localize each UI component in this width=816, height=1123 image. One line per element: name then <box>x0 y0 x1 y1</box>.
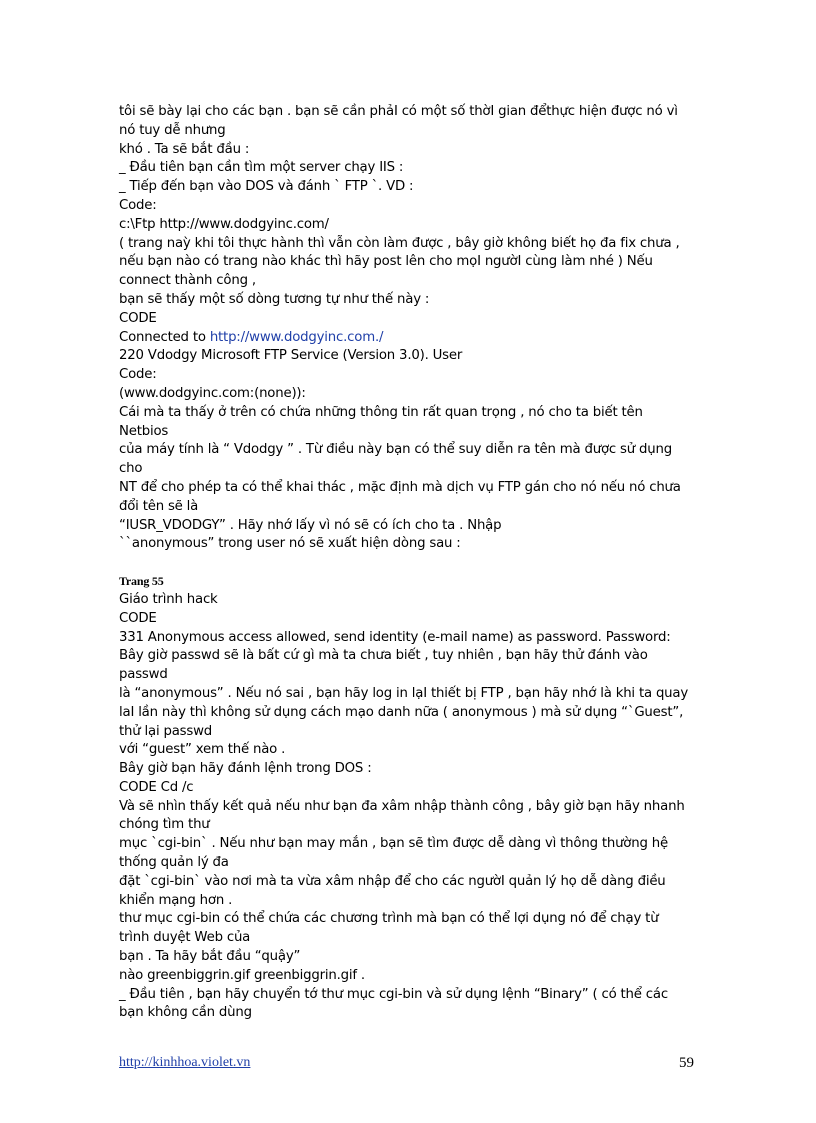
text-line: với “guest” xem thế nào . <box>119 742 286 758</box>
text-line: bạn sẽ thấy một số dòng tương tự như thế này : <box>119 291 430 307</box>
text-block-intro <box>119 103 704 329</box>
text-line: chóng tìm thư <box>119 817 210 833</box>
text-block-login <box>119 591 704 1023</box>
text-line: CODE Cd /c <box>119 779 194 795</box>
text-line: là “anonymous” . Nếu nó sai , bạn hãy log in lạI thiết bị FTP , bạn hãy nhớ là khi ta quay <box>119 685 689 701</box>
text-line: của máy tính là “ Vdodgy ” . Từ điều này bạn có thể suy diễn ra tên mà được sử dụng <box>119 442 672 458</box>
text-line: Code: <box>119 197 157 213</box>
text-line: nó tuy dễ nhưng <box>119 122 226 138</box>
page-number: 59 <box>679 1055 694 1071</box>
document-body <box>119 103 704 1023</box>
text-line: (www.dodgyinc.com:(none)): <box>119 385 306 401</box>
text-line: tôi sẽ bày lại cho các bạn . bạn sẽ cần phảI có một số thờI gian đểthực hiện được nó vì <box>119 104 678 119</box>
text-line: connect thành công , <box>119 273 256 289</box>
text-line: _ Đầu tiên , bạn hãy chuyển tớ thư mục cgi-bin và sử dụng lệnh “Binary” ( có thể các <box>119 986 668 1002</box>
text-line: ( trang naỳ khi tôi thực hành thì vẫn còn làm được , bây giờ không biết họ đa fix chưa , <box>119 235 680 251</box>
page-heading: Trang 55 <box>119 574 164 589</box>
text-line: 331 Anonymous access allowed, send identity (e-mail name) as password. Password: <box>119 629 671 645</box>
text-line: passwd <box>119 667 168 683</box>
text-line: Code: <box>119 367 157 383</box>
text-line: Netbios <box>119 423 169 439</box>
text-line: cho <box>119 461 143 477</box>
text-line: NT để cho phép ta có thể khai thác , mặc định mà dịch vụ FTP gán cho nó nếu nó chưa <box>119 479 681 495</box>
text-line: đổi tên sẽ là <box>119 498 199 514</box>
text-line: ``anonymous” trong user nó sẽ xuất hiện dòng sau : <box>119 536 461 552</box>
text-line: CODE <box>119 310 157 326</box>
connected-link[interactable]: http://www.dodgyinc.com./ <box>209 329 384 345</box>
text-block-netbios <box>119 347 704 554</box>
text-line: Và sẽ nhìn thấy kết quả nếu như bạn đa xâm nhập thành công , bây giờ bạn hãy nhanh <box>119 798 685 814</box>
text-line: Giáo trình hack <box>119 591 218 607</box>
text-line: thống quản lý đa <box>119 855 229 871</box>
text-line: nếu bạn nào có trang nào khác thì hãy post lên cho mọI ngườI cùng làm nhé ) Nếu <box>119 254 653 270</box>
text-line: c:\Ftp http://www.dodgyinc.com/ <box>119 216 329 232</box>
text-line: thư mục cgi-bin có thể chứa các chương trình mà bạn có thể lợi dụng nó để chạy từ <box>119 911 659 927</box>
text-line: đặt `cgi-bin` vào nơi mà ta vừa xâm nhập để cho các ngườI quản lý họ dễ dàng điều <box>119 873 666 889</box>
text-line: bạn . Ta hãy bắt đầu “quậy” <box>119 949 301 965</box>
text-line: CODE <box>119 610 157 626</box>
text-line: thử lại passwd <box>119 723 213 739</box>
text-line: khó . Ta sẽ bắt đầu : <box>119 141 250 157</box>
text-line: mục `cgi-bin` . Nếu như bạn may mắn , bạn sẽ tìm được dễ dàng vì thông thường hệ <box>119 836 668 852</box>
text-line: 220 Vdodgy Microsoft FTP Service (Version 3.0). User <box>119 348 463 364</box>
text-line: nào greenbiggrin.gif greenbiggrin.gif . <box>119 967 365 983</box>
text-line: bạn không cần dùng <box>119 1005 252 1021</box>
text-line: khiển mạng hơn . <box>119 892 233 908</box>
text-line: trình duyệt Web của <box>119 930 251 946</box>
text-line: “IUSR_VDODGY” . Hãy nhớ lấy vì nó sẽ có ích cho ta . Nhập <box>119 517 502 533</box>
text-line: _ Đầu tiên bạn cần tìm một server chạy IIS : <box>119 160 404 176</box>
paragraph-gap <box>119 554 704 572</box>
footer-link[interactable]: http://kinhhoa.violet.vn <box>119 1055 251 1070</box>
text-line: _ Tiếp đến bạn vào DOS và đánh ` FTP `. VD : <box>119 179 414 195</box>
text-line: Bây giờ passwd sẽ là bất cứ gì mà ta chưa biết , tuy nhiên , bạn hãy thử đánh vào <box>119 648 648 664</box>
text-line: Bây giờ bạn hãy đánh lệnh trong DOS : <box>119 761 372 777</box>
connected-line: Connected to http://www.dodgyinc.com./ <box>119 329 384 345</box>
text-line: laI lần này thì không sử dụng cách mạo danh nữa ( anonymous ) mà sử dụng “`Guest”, <box>119 704 684 720</box>
text-line: Cái mà ta thấy ở trên có chứa những thông tin rất quan trọng , nó cho ta biết tên <box>119 404 643 420</box>
